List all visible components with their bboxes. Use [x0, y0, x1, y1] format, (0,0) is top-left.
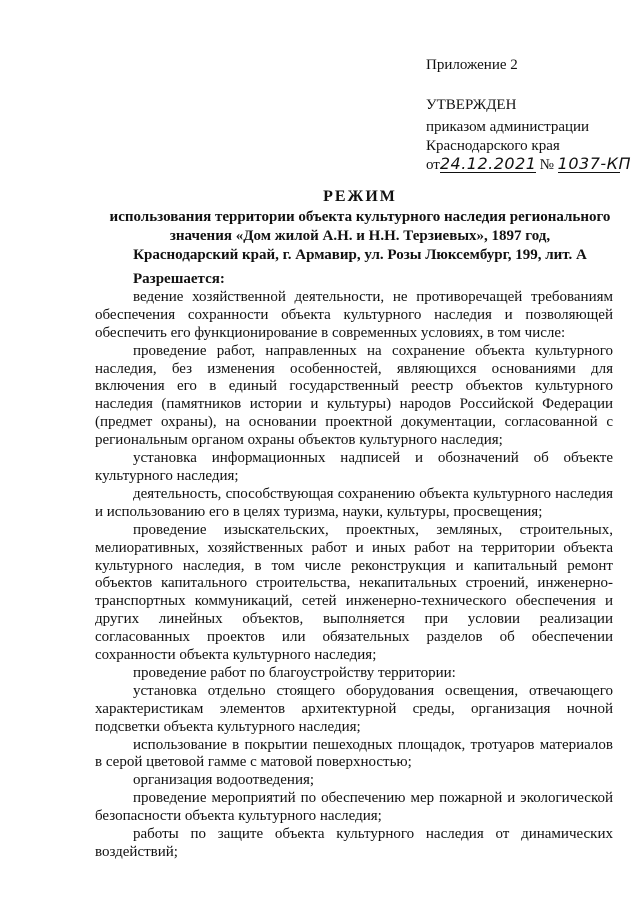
- handwritten-date: 24.12.2021: [439, 154, 537, 173]
- title-line-1: использования территории объекта культурного наследия регионального: [109, 209, 611, 225]
- paragraph: деятельность, способствующая сохранению объекта культурного наследия и использованию его в целях туризма, науки, культуры, просвещения;: [95, 485, 613, 520]
- paragraph: установка информационных надписей и обозначений об объекте культурного наследия;: [95, 450, 613, 484]
- approval-date-number-line: [426, 154, 632, 175]
- date-prefix: от: [426, 157, 440, 173]
- approval-block: [426, 96, 632, 175]
- paragraph: проведение работ по благоустройству территории:: [133, 664, 456, 681]
- paragraph: организация водоотведения;: [133, 772, 315, 789]
- number-prefix: №: [539, 157, 554, 173]
- paragraph: проведение изыскательских, проектных, земляных, строительных, мелиоративных, хозяйственных работ и иных работ на территории объекта культурного наследия, в том числе реконструкция и капитальный ремонт объектов капитального строительства, некапитальных строений, инженерно-транспортных коммуникаций, сетей инженерно-технического обеспечения и других линейных объектов, выполняется при условии реализации согласованных проектов или обязательных разделов об обеспечении сохранности объекта культурного наследия;: [95, 521, 613, 664]
- paragraph: проведение работ, направленных на сохранение объекта культурного наследия, без изменения особенностей, являющихся основаниями для включения его в единый государственный реестр объектов культурного наследия (памятников истории и культуры) народов Российской Федерации (предмет охраны), на основании проектной документации, согласованной с региональным органом охраны объектов культурного наследия;: [95, 342, 613, 449]
- approval-line-2: Краснодарского края: [426, 138, 560, 154]
- title-line-2: значения «Дом жилой А.Н. и Н.Н. Терзиевых», 1897 год,: [169, 228, 551, 244]
- approval-title: УТВЕРЖДЕН: [426, 97, 517, 113]
- paragraph: ведение хозяйственной деятельности, не противоречащей требованиям обеспечения сохранности объекта культурного наследия и позволяющей обеспечить его функционирование в современных условиях, в том числе:: [95, 288, 613, 341]
- paragraph: работы по защите объекта культурного наследия от динамических воздействий;: [95, 826, 613, 860]
- paragraph: проведение мероприятий по обеспечению мер пожарной и экологической безопасности объекта культурного наследия;: [95, 790, 613, 825]
- paragraph: использование в покрытии пешеходных площадок, тротуаров материалов в серой цветовой гамме с матовой поверхностью;: [95, 736, 613, 771]
- section-label: Разрешается:: [133, 271, 225, 287]
- document-heading: [90, 187, 630, 265]
- document-body: [95, 271, 613, 862]
- handwritten-number: 1037-КП: [557, 154, 632, 173]
- paragraph: установка отдельно стоящего оборудования освещения, отвечающего характеристикам элементов архитектурной среды, организация ночной подсветки объекта культурного наследия;: [95, 682, 613, 735]
- approval-line-1: приказом администрации: [426, 119, 590, 135]
- appendix-label: Приложение 2: [426, 57, 518, 73]
- document-title: РЕЖИМ: [323, 188, 397, 205]
- title-line-3: Краснодарский край, г. Армавир, ул. Розы Люксембург, 199, лит. А: [133, 247, 587, 263]
